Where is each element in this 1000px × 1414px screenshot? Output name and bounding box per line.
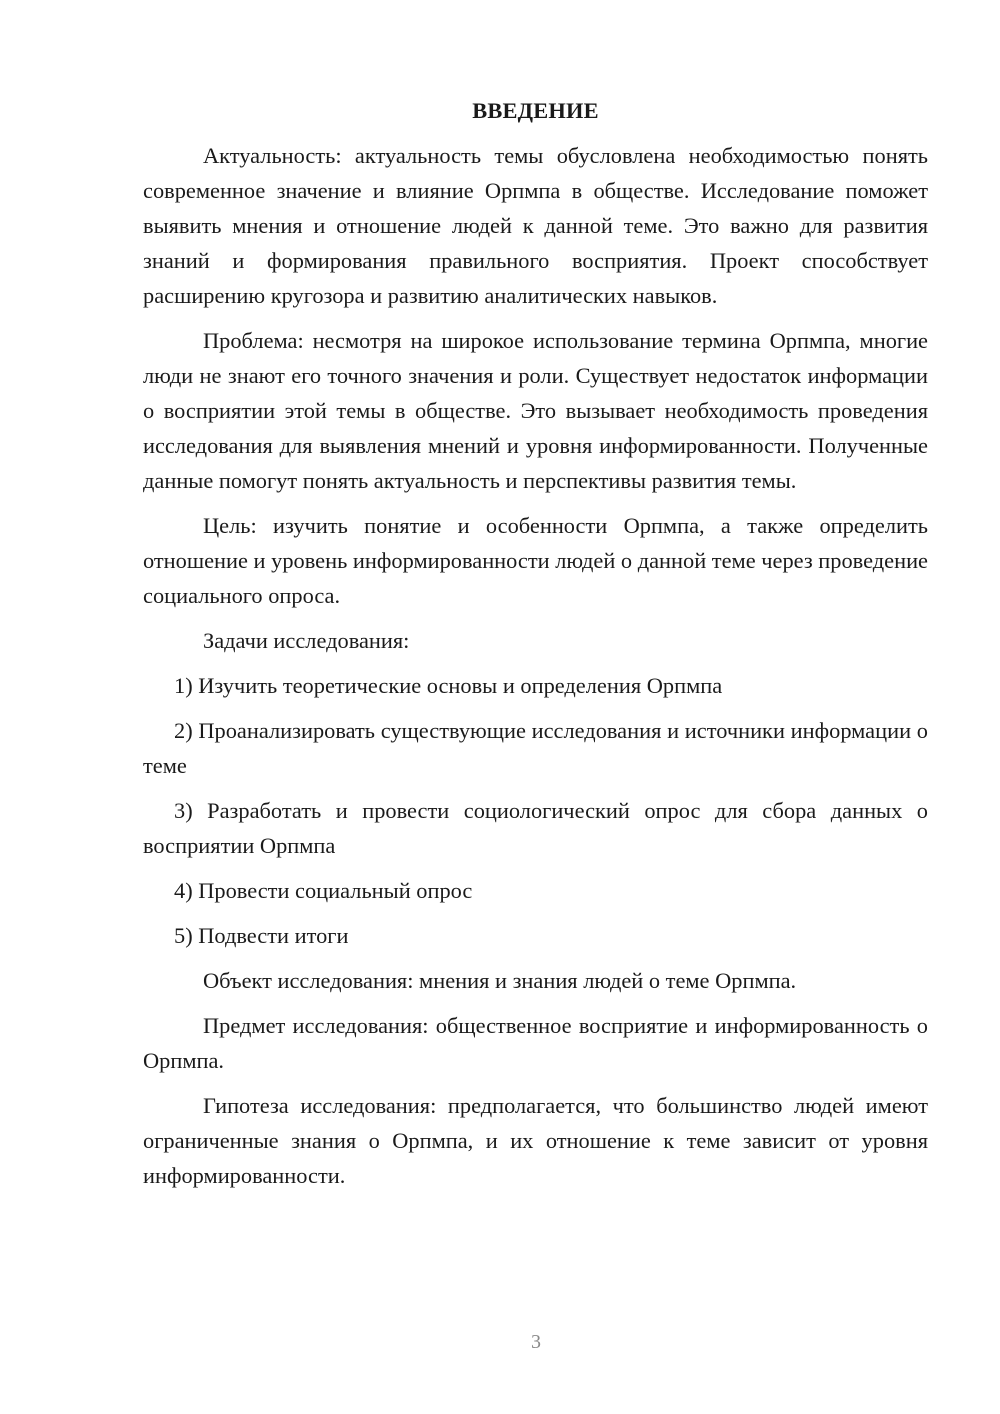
- relevance-paragraph: Актуальность: актуальность темы обусловлена необходимостью понять современное значение и влияние Орпмпа в обществе. Исследование поможет выявить мнения и отношение людей к данной теме. Это важно для развития знаний и формирования правильного восприятия. Проект способствует расширению кругозора и развитию аналитических навыков.: [143, 143, 928, 308]
- hypothesis-paragraph: Гипотеза исследования: предполагается, что большинство людей имеют ограниченные знания о Орпмпа, и их отношение к теме зависит от уровня информированности.: [143, 1093, 928, 1188]
- task-item-4: 4) Провести социальный опрос: [174, 878, 473, 903]
- subject-paragraph: Предмет исследования: общественное восприятие и информированность о Орпмпа.: [143, 1013, 928, 1073]
- object-paragraph: Объект исследования: мнения и знания людей о теме Орпмпа.: [203, 968, 797, 993]
- page-number: 3: [531, 1331, 541, 1353]
- task-item-2: 2) Проанализировать существующие исследования и источники информации о теме: [143, 718, 928, 778]
- page-content: [143, 93, 928, 1203]
- goal-paragraph: Цель: изучить понятие и особенности Орпмпа, а также определить отношение и уровень информированности людей о данной теме через проведение социального опроса.: [143, 513, 928, 608]
- task-item-3: 3) Разработать и провести социологический опрос для сбора данных о восприятии Орпмпа: [143, 798, 928, 858]
- page-title: ВВЕДЕНИЕ: [472, 98, 599, 123]
- tasks-heading: Задачи исследования:: [203, 628, 410, 653]
- task-item-1: 1) Изучить теоретические основы и определения Орпмпа: [174, 673, 723, 698]
- problem-paragraph: Проблема: несмотря на широкое использование термина Орпмпа, многие люди не знают его точного значения и роли. Существует недостаток информации о восприятии этой темы в обществе. Это вызывает необходимость проведения исследования для выявления мнений и уровня информированности. Полученные данные помогут понять актуальность и перспективы развития темы.: [143, 328, 928, 493]
- task-item-5: 5) Подвести итоги: [174, 923, 349, 948]
